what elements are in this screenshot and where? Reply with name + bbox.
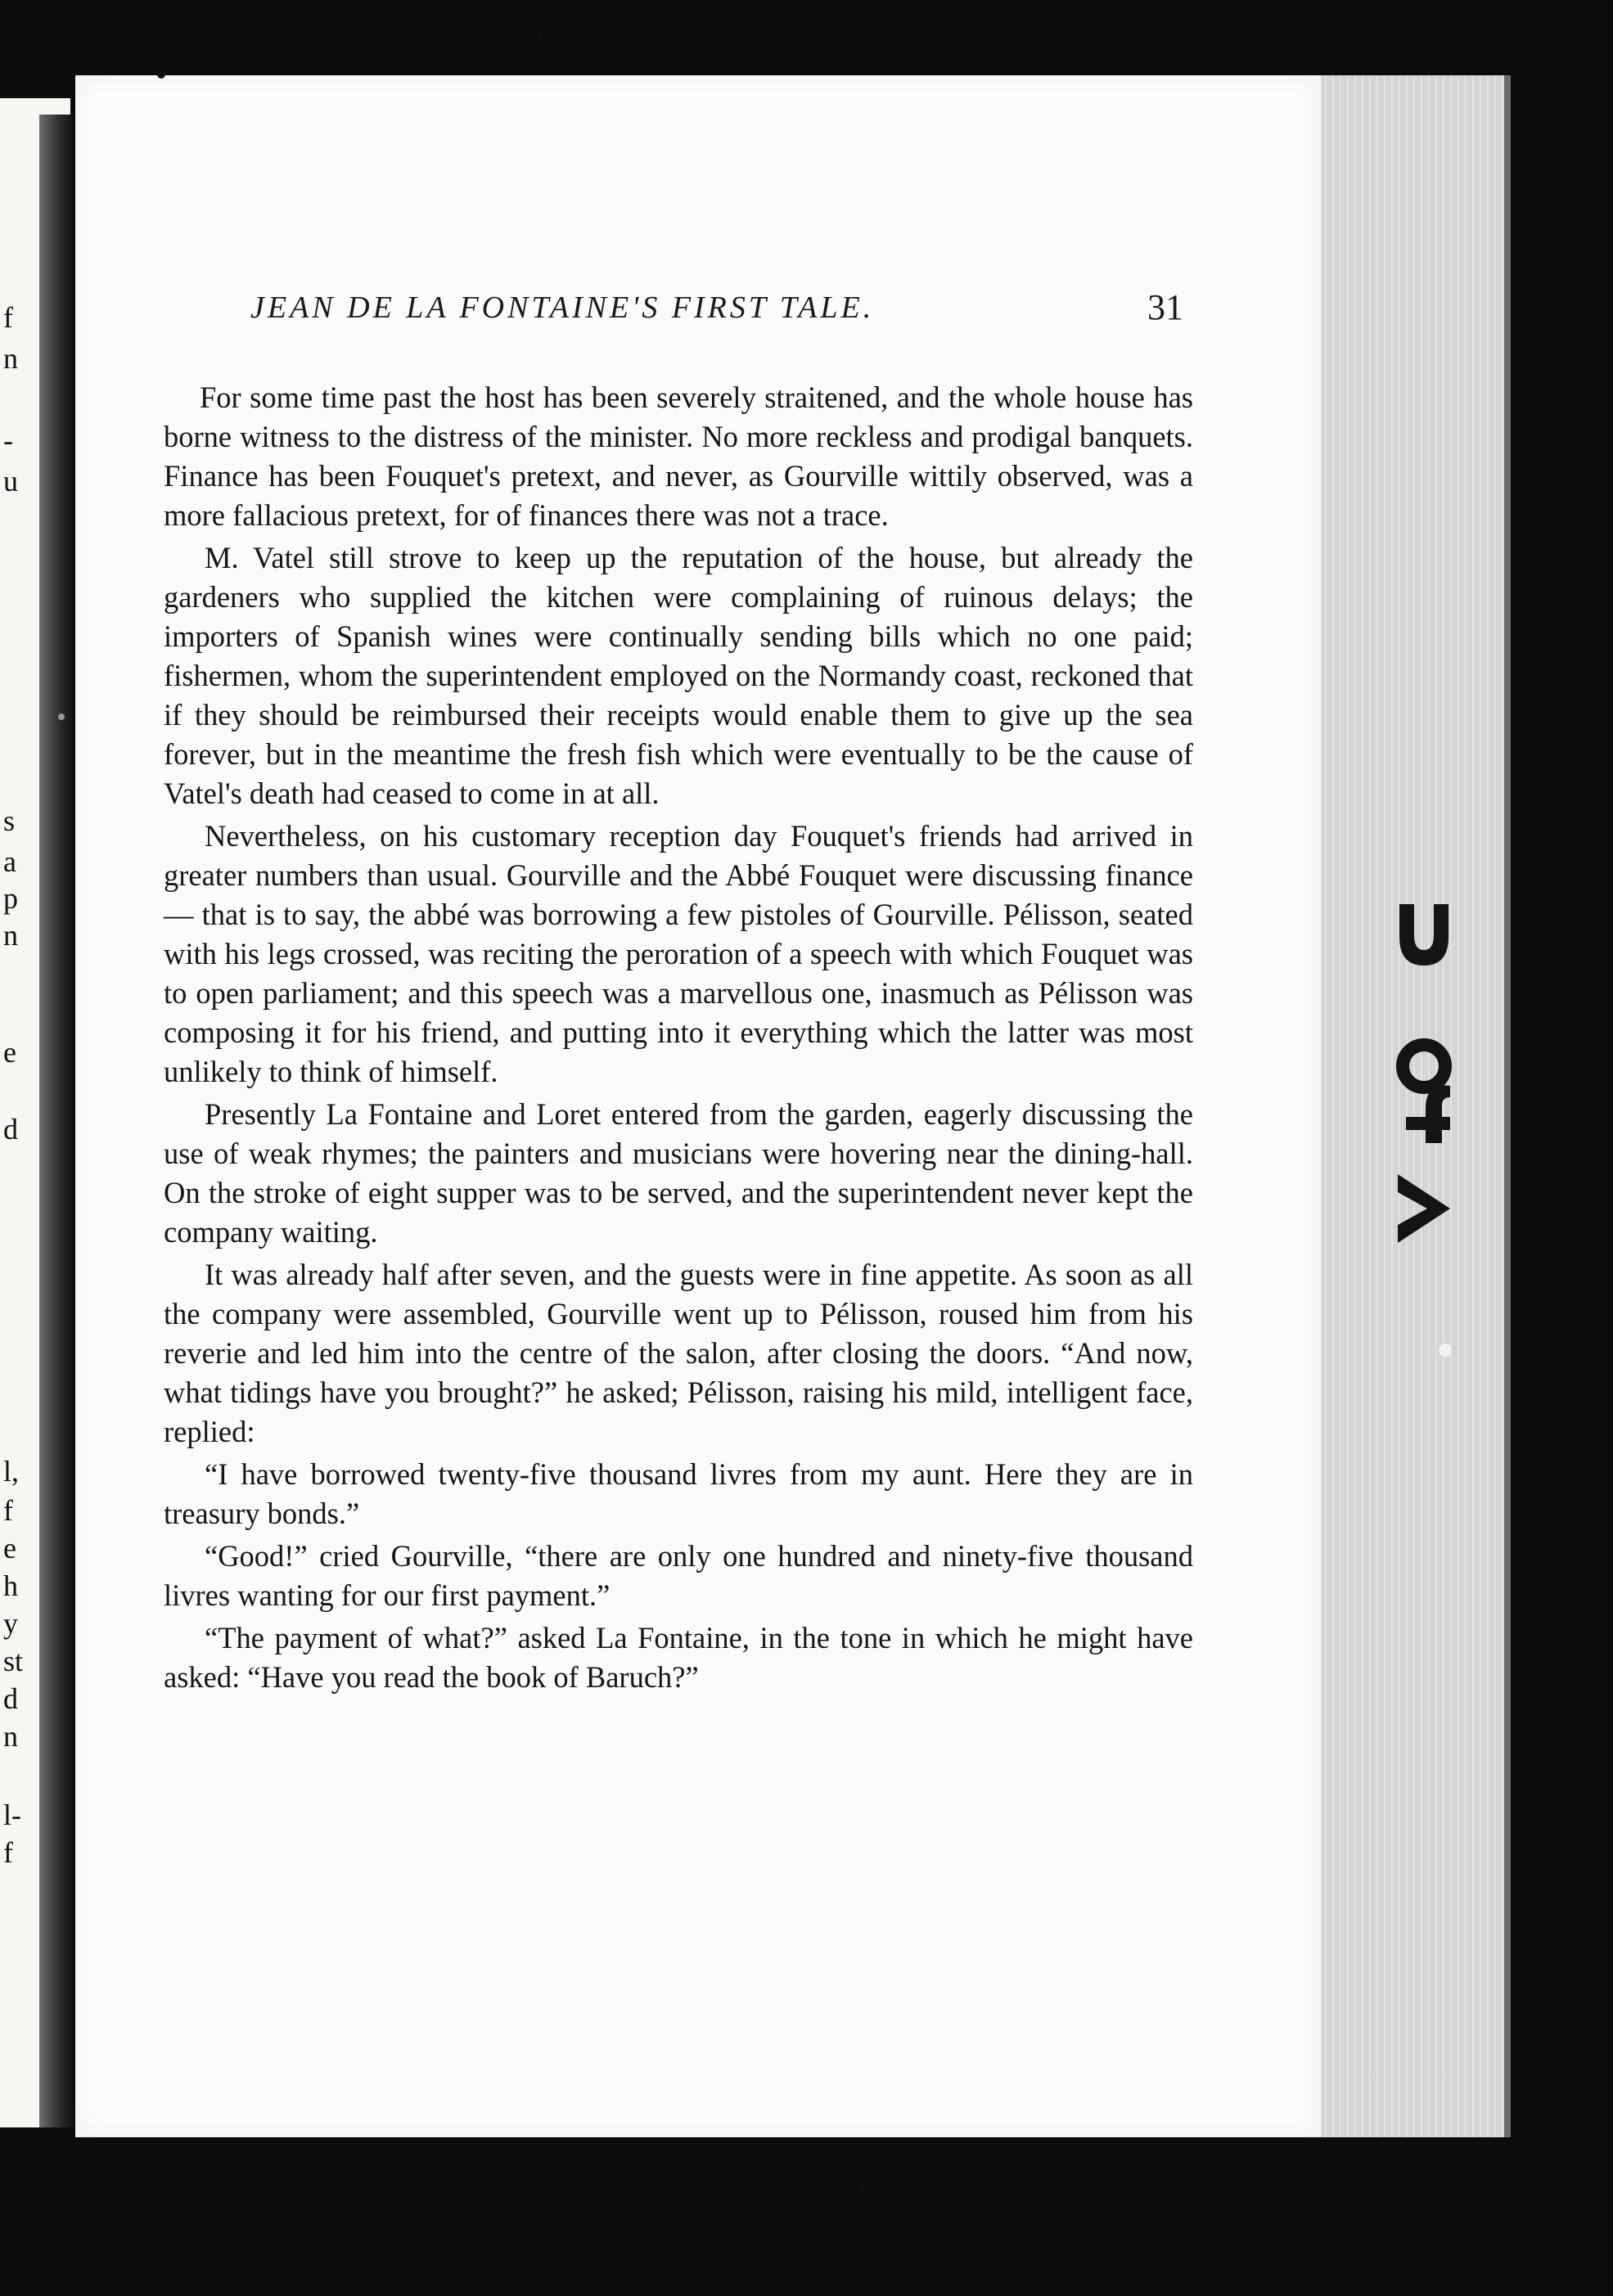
fragment-letter: l, xyxy=(3,1455,20,1488)
fragment-letter: f xyxy=(3,301,13,334)
fore-edge-shadow xyxy=(1504,75,1511,2137)
body-text xyxy=(164,378,1193,1700)
running-title: JEAN DE LA FONTAINE'S FIRST TALE. xyxy=(250,290,875,325)
fragment-letter: n xyxy=(3,1720,18,1753)
paragraph: “The payment of what?” asked La Fontaine, in the tone in which he might have asked: “Have you read the book of Baruch?” xyxy=(164,1621,1193,1694)
paragraph: Presently La Fontaine and Loret entered from the garden, eagerly discussing the use of weak rhymes; the painters and musicians were hovering near the dining-hall. On the stroke of eight supper was to be served, and the superintendent never kept the company waiting. xyxy=(164,1097,1193,1249)
book-gutter xyxy=(39,115,74,2127)
fragment-letter: s xyxy=(3,804,16,837)
fragment-letter: p xyxy=(3,882,18,915)
book-page xyxy=(75,75,1321,2137)
library-edge-stamp xyxy=(1375,888,1473,1289)
fragment-letter: d xyxy=(3,1113,18,1146)
fragment-letter: e xyxy=(3,1532,16,1564)
fragment-letter: f xyxy=(3,1494,13,1527)
fragment-letter: l- xyxy=(3,1799,21,1831)
paragraph: “Good!” cried Gourville, “there are only one hundred and ninety-five thousand livres wanting for our first payment.” xyxy=(164,1539,1193,1612)
fragment-letter: d xyxy=(3,1682,18,1715)
fragment-letter: n xyxy=(3,342,18,375)
fragment-letter: a xyxy=(3,845,16,878)
fragment-letter: y xyxy=(3,1607,18,1640)
paragraph: “I have borrowed twenty-five thousand livres from my aunt. Here they are in treasury bonds.” xyxy=(164,1457,1193,1530)
fragment-letter: u xyxy=(3,465,18,497)
paragraph: It was already half after seven, and the guests were in fine appetite. As soon as all the company were assembled, Gourville went up to Pélisson, roused him from his reverie and led him into the centre of the salon, after closing the doors. “And now, what tidings have you brought?” he asked; Pélisson, raising his mild, intelligent face, replied: xyxy=(164,1258,1193,1448)
fragment-letter: - xyxy=(3,424,13,457)
paragraph: M. Vatel still strove to keep up the reputation of the house, but already the gardeners who supplied the kitchen were complaining of ruinous delays; the importers of Spanish wines were continually sending bills which no one paid; fishermen, whom the superintendent employed on the Normandy coast, reckoned that if they should be reimbursed their receipts would enable them to give up the sea forever, but in the meantime the fresh fish which were eventually to be the cause of Vatel's death had ceased to come in at all. xyxy=(164,541,1193,810)
fragment-letter: st xyxy=(3,1645,24,1677)
page-number: 31 xyxy=(1147,287,1183,327)
paragraph: Nevertheless, on his customary reception day Fouquet's friends had arrived in greater numbers than usual. Gourville and the Abbé Fouquet were discussing finance — that is to say, the abbé was borrowing a few pistoles of Gourville. Pélisson, seated with his legs crossed, was reciting the peroration of a speech with which Fouquet was to open parliament; and this speech was a marvellous one, inasmuch as Pélisson was composing it for his friend, and putting into it everything which the latter was most unlikely to think of himself. xyxy=(164,819,1193,1088)
paragraph: For some time past the host has been severely straitened, and the whole house has borne witness to the distress of the minister. No more reckless and prodigal banquets. Finance has been Fouquet's pretext, and never, as Gourville wittily observed, was a more fallacious pretext, for of finances there was not a trace. xyxy=(164,380,1193,532)
fragment-letter: e xyxy=(3,1036,16,1069)
fragment-letter: n xyxy=(3,919,18,952)
page-header xyxy=(250,286,1183,344)
fragment-letter: h xyxy=(3,1569,18,1602)
fragment-letter: f xyxy=(3,1836,13,1869)
